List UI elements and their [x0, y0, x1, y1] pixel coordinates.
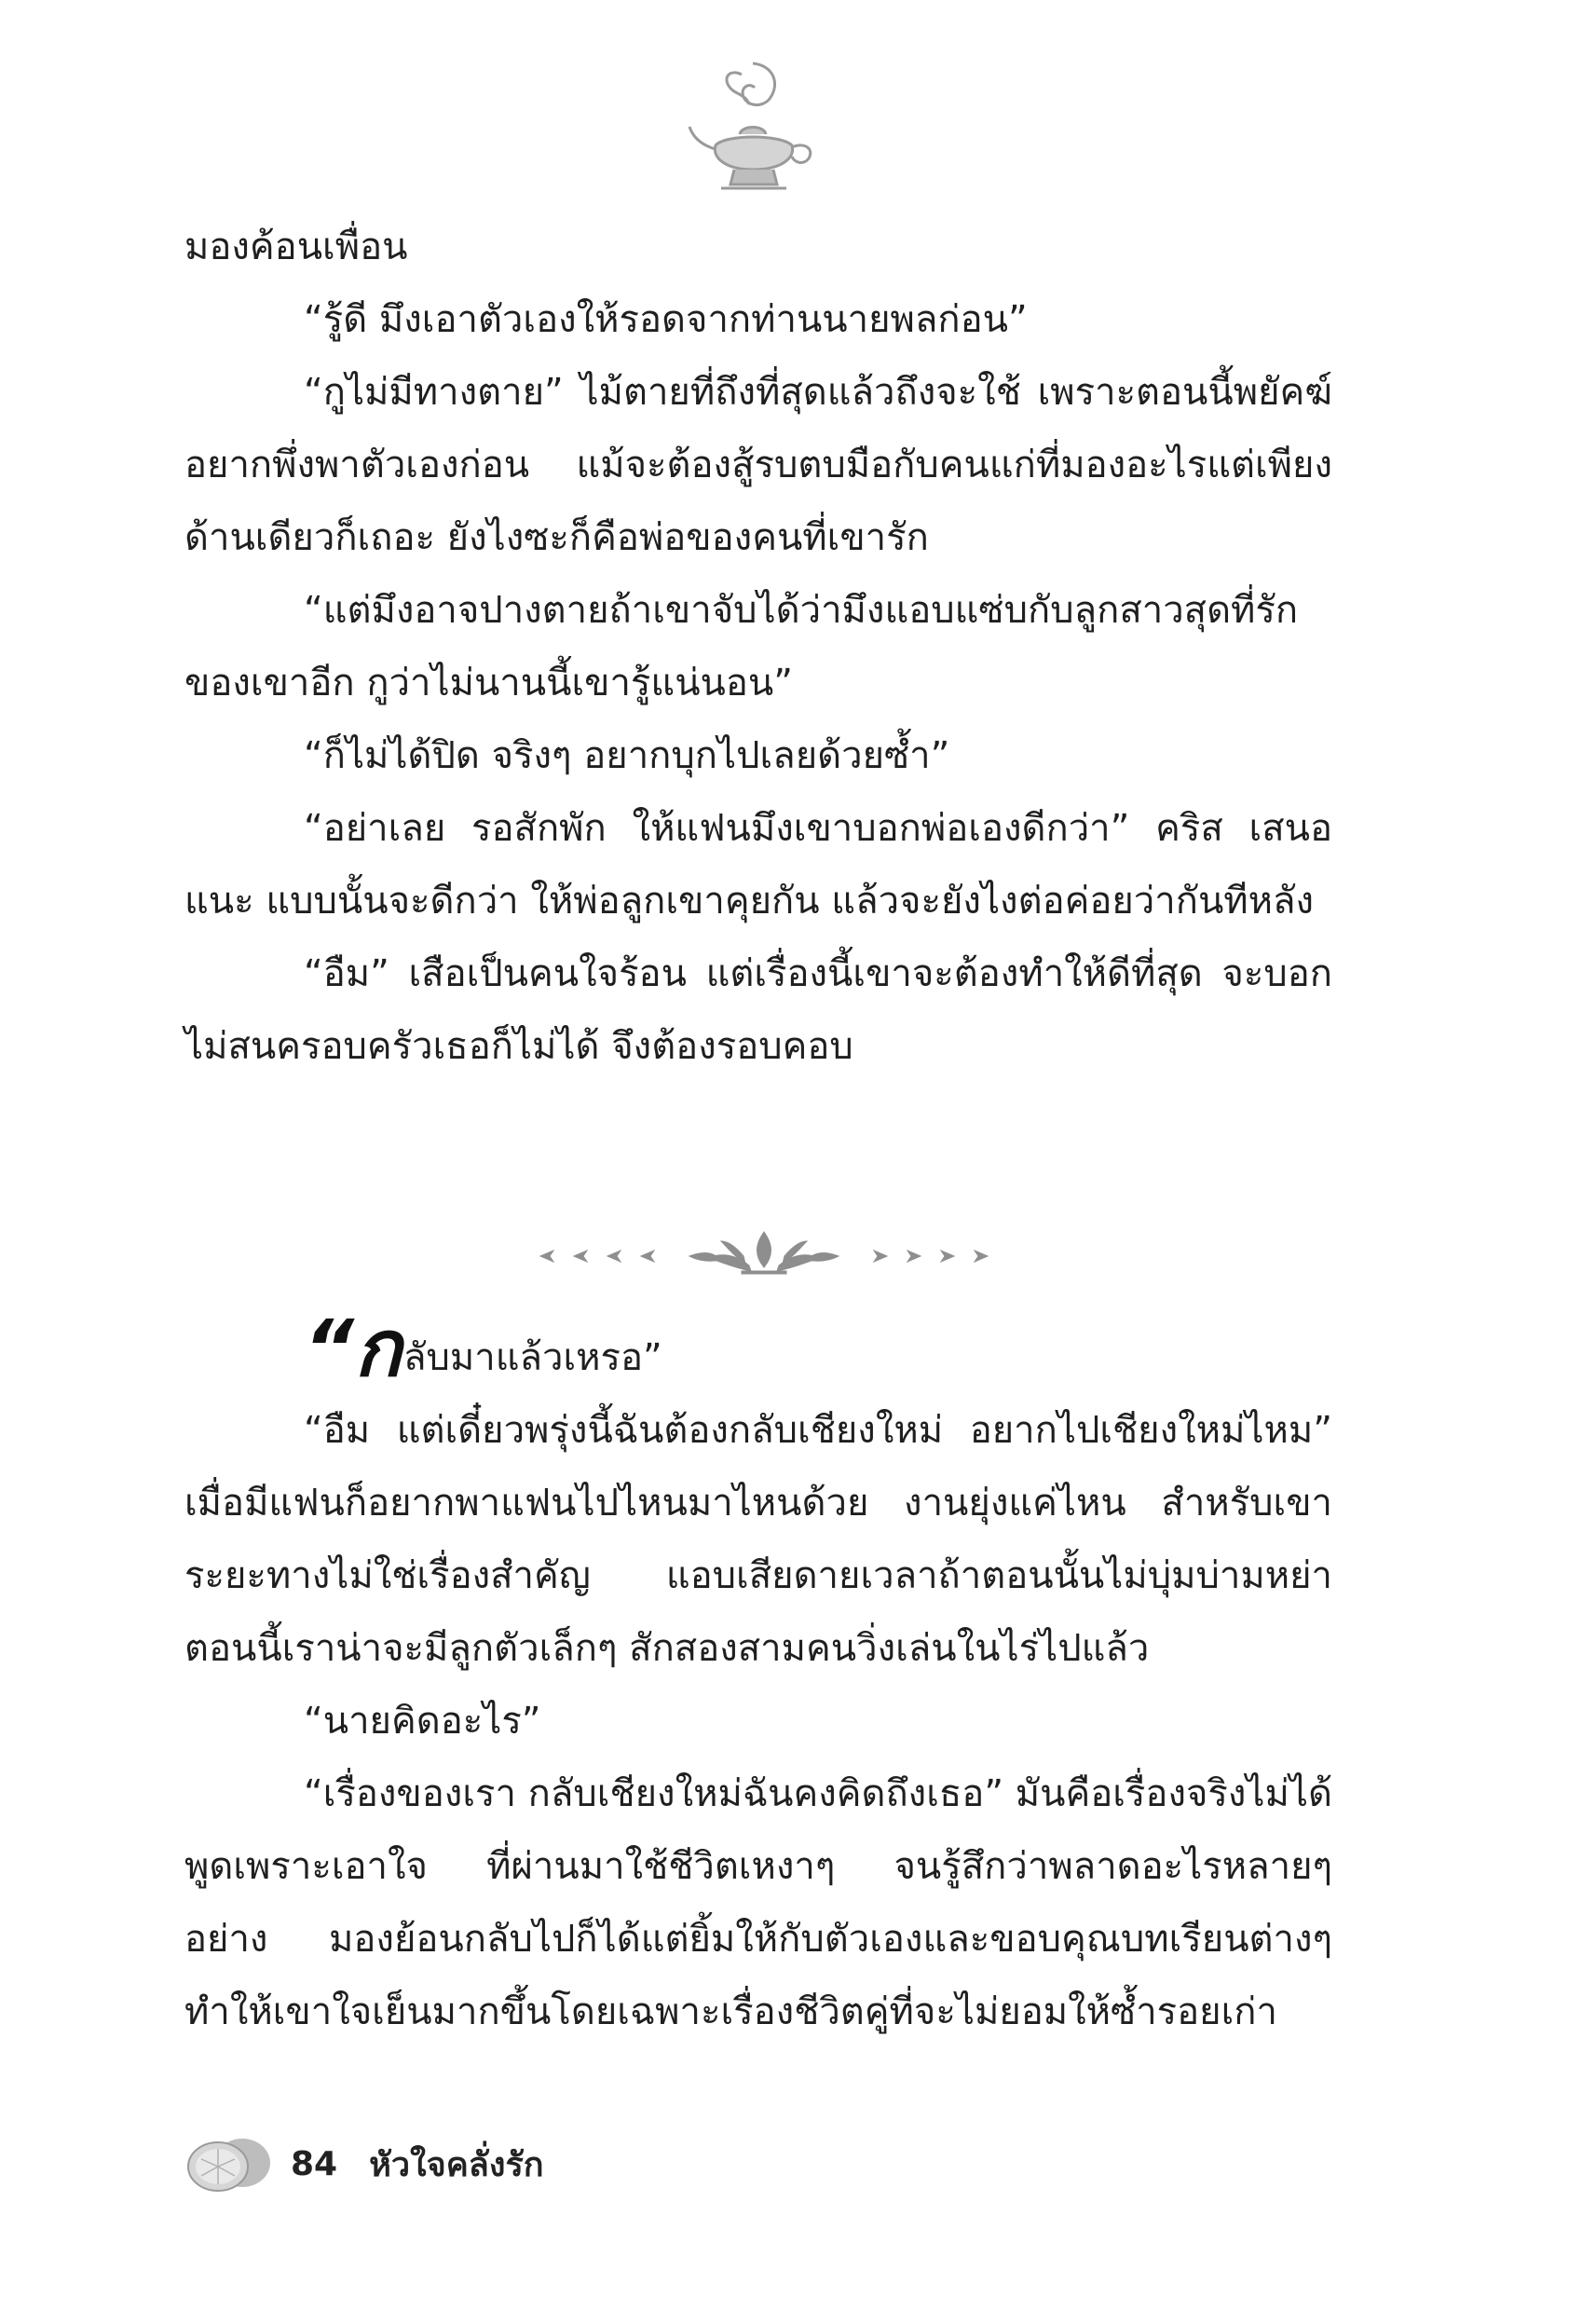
paragraph: “นายคิดอะไร”: [304, 1700, 541, 1743]
text-block-bottom: [184, 1303, 1332, 2048]
paragraph: มองค้อนเพื่อน: [184, 226, 408, 268]
paragraph: “แต่มึงอาจปางตายถ้าเขาจับได้ว่ามึงแอบแซ่บกับลูกสาวสุดที่รักของเขาอีก กูว่าไม่นานนี้เขารู้แน่นอน”: [184, 589, 1299, 704]
page-number: 84: [291, 2144, 338, 2183]
paragraph: “อืม แต่เดี๋ยวพรุ่งนี้ฉันต้องกลับเชียงใหม่ อยากไปเชียงใหม่ไหม” เมื่อมีแฟนก็อยากพาแฟนไปไหนมาไหนด้วย งานยุ่งแค่ไหน สำหรับเขาระยะทางไม่ใช่เรื่องสำคัญ แอบเสียดายเวลาถ้าตอนนั้นไม่บุ่มบ่ามหย่าตอนนี้เราน่าจะมีลูกตัวเล็กๆ สักสองสามคนวิ่งเล่นในไร่ไปแล้ว: [184, 1409, 1332, 1670]
paragraph: “ก็ไม่ได้ปิด จริงๆ อยากบุกไปเลยด้วยซ้ำ”: [304, 734, 950, 777]
paragraph: “กูไม่มีทางตาย” ไม้ตายที่ถึงที่สุดแล้วถึงจะใช้ เพราะตอนนี้พยัคฆ์อยากพึ่งพาตัวเองก่อน แม้จะต้องสู้รบตบมือกับคนแก่ที่มองอะไรแต่เพียงด้านเดียวก็เถอะ ยังไงซะก็คือพ่อของคนที่เขารัก: [184, 371, 1332, 559]
drop-cap-rest: ลับมาแล้วเหรอ”: [402, 1336, 662, 1379]
paragraph: “รู้ดี มึงเอาตัวเองให้รอดจากท่านนายพลก่อน”: [304, 298, 1028, 341]
text-block-top: [184, 211, 1332, 1083]
page-footer: [181, 2126, 544, 2201]
drop-cap: “ก: [304, 1303, 402, 1394]
paragraph: “อย่าเลย รอสักพัก ให้แฟนมึงเขาบอกพ่อเองดีกว่า” คริส เสนอแนะ แบบนั้นจะดีกว่า ให้พ่อลูกเขาคุยกัน แล้วจะยังไงต่อค่อยว่ากันทีหลัง: [184, 807, 1332, 923]
book-title: หัวใจคลั่งรัก: [369, 2145, 544, 2184]
orange-slice-icon: [181, 2131, 274, 2196]
chapter-opening-line: [304, 1303, 1332, 1394]
genie-lamp-icon: [688, 56, 818, 196]
ornamental-divider-icon: [522, 1228, 1006, 1284]
paragraph: “เรื่องของเรา กลับเชียงใหม่ฉันคงคิดถึงเธอ” มันคือเรื่องจริงไม่ได้พูดเพราะเอาใจ ที่ผ่านมาใช้ชีวิตเหงาๆ จนรู้สึกว่าพลาดอะไรหลายๆ อย่าง มองย้อนกลับไปก็ได้แต่ยิ้มให้กับตัวเองและขอบคุณบทเรียนต่างๆ ทำให้เขาใจเย็นมากขึ้นโดยเฉพาะเรื่องชีวิตคู่ที่จะไม่ยอมให้ซ้ำรอยเก่า: [184, 1772, 1332, 2033]
paragraph: “อืม” เสือเป็นคนใจร้อน แต่เรื่องนี้เขาจะต้องทำให้ดีที่สุด จะบอกไม่สนครอบครัวเธอก็ไม่ได้ จึงต้องรอบคอบ: [184, 952, 1332, 1068]
